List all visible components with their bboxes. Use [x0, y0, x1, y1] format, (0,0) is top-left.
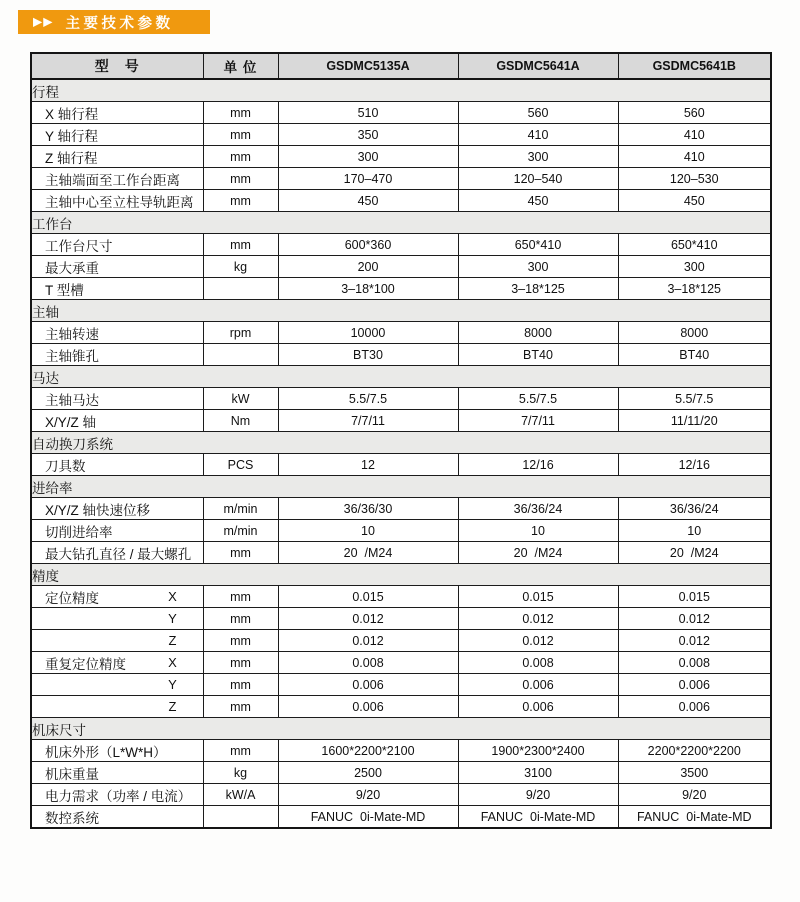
- row-unit: mm: [203, 696, 278, 718]
- row-label: T 型槽: [31, 278, 203, 300]
- section-title-banner: [18, 10, 210, 34]
- row-value: 0.006: [458, 674, 618, 696]
- row-value: 0.012: [278, 630, 458, 652]
- row-label: X 轴行程: [31, 102, 203, 124]
- row-value: 9/20: [278, 784, 458, 806]
- row-unit: kW: [203, 388, 278, 410]
- row-value: 0.015: [278, 586, 458, 608]
- row-value: FANUC 0i-Mate-MD: [458, 806, 618, 829]
- row-unit: rpm: [203, 322, 278, 344]
- row-label: [31, 586, 203, 608]
- table-row: [31, 322, 771, 344]
- row-unit: kg: [203, 762, 278, 784]
- row-value: 300: [278, 146, 458, 168]
- row-unit: mm: [203, 608, 278, 630]
- table-row: [31, 806, 771, 829]
- row-label: X/Y/Z 轴快速位移: [31, 498, 203, 520]
- row-value: 10: [458, 520, 618, 542]
- row-value: 8000: [618, 322, 771, 344]
- row-value: FANUC 0i-Mate-MD: [278, 806, 458, 829]
- row-unit: mm: [203, 740, 278, 762]
- table-row: [31, 278, 771, 300]
- spec-table-body: [31, 79, 771, 828]
- row-value: BT40: [458, 344, 618, 366]
- row-value: 560: [618, 102, 771, 124]
- table-row: [31, 454, 771, 476]
- table-row: [31, 190, 771, 212]
- row-value: 7/7/11: [458, 410, 618, 432]
- row-unit: mm: [203, 652, 278, 674]
- row-label: 切削进给率: [31, 520, 203, 542]
- table-row: [31, 630, 771, 652]
- row-unit: mm: [203, 190, 278, 212]
- row-value: 0.015: [458, 586, 618, 608]
- header-model-label: 型 号: [31, 53, 203, 79]
- row-label: 机床重量: [31, 762, 203, 784]
- row-value: 0.008: [618, 652, 771, 674]
- section-header-row: [31, 79, 771, 102]
- row-value: 2200*2200*2200: [618, 740, 771, 762]
- row-axis-letter: Z: [168, 633, 177, 648]
- row-label: [31, 630, 203, 652]
- row-label-text: 重复定位精度: [45, 656, 126, 672]
- row-value: 9/20: [618, 784, 771, 806]
- table-row: [31, 124, 771, 146]
- row-value: 450: [618, 190, 771, 212]
- header-unit-label: 单 位: [203, 53, 278, 79]
- row-label: 主轴马达: [31, 388, 203, 410]
- row-value: 36/36/24: [458, 498, 618, 520]
- row-value: 450: [458, 190, 618, 212]
- row-value: 3–18*100: [278, 278, 458, 300]
- row-value: 12: [278, 454, 458, 476]
- row-value: 1600*2200*2100: [278, 740, 458, 762]
- section-header-row: [31, 564, 771, 586]
- row-value: 10: [278, 520, 458, 542]
- row-value: 120–530: [618, 168, 771, 190]
- section-title: 精度: [31, 564, 771, 586]
- row-unit: mm: [203, 542, 278, 564]
- row-label: 最大钻孔直径 / 最大螺孔: [31, 542, 203, 564]
- row-label-text: 定位精度: [45, 590, 99, 606]
- row-value: 0.006: [618, 696, 771, 718]
- row-label: Z 轴行程: [31, 146, 203, 168]
- row-value: 7/7/11: [278, 410, 458, 432]
- section-title: 机床尺寸: [31, 718, 771, 740]
- row-unit: [203, 806, 278, 829]
- table-row: [31, 102, 771, 124]
- row-value: 3500: [618, 762, 771, 784]
- table-row: [31, 762, 771, 784]
- row-label: 主轴端面至工作台距离: [31, 168, 203, 190]
- table-row: [31, 256, 771, 278]
- row-unit: Nm: [203, 410, 278, 432]
- row-value: 0.008: [278, 652, 458, 674]
- header-model-gsdmc5641a: GSDMC5641A: [458, 53, 618, 79]
- table-row: [31, 520, 771, 542]
- row-value: 650*410: [618, 234, 771, 256]
- row-value: 1900*2300*2400: [458, 740, 618, 762]
- section-header-row: [31, 366, 771, 388]
- row-value: 560: [458, 102, 618, 124]
- row-value: 20 /M24: [458, 542, 618, 564]
- row-value: 0.012: [458, 608, 618, 630]
- row-value: 3100: [458, 762, 618, 784]
- row-label: X/Y/Z 轴: [31, 410, 203, 432]
- row-unit: mm: [203, 124, 278, 146]
- section-title: 马达: [31, 366, 771, 388]
- row-value: 170–470: [278, 168, 458, 190]
- row-unit: m/min: [203, 498, 278, 520]
- row-unit: [203, 344, 278, 366]
- row-value: 8000: [458, 322, 618, 344]
- table-row: [31, 740, 771, 762]
- row-label: 主轴转速: [31, 322, 203, 344]
- row-value: 20 /M24: [618, 542, 771, 564]
- row-unit: kW/A: [203, 784, 278, 806]
- row-value: 0.006: [618, 674, 771, 696]
- row-label: 最大承重: [31, 256, 203, 278]
- row-label: [31, 696, 203, 718]
- section-title: 进给率: [31, 476, 771, 498]
- row-value: 12/16: [458, 454, 618, 476]
- section-header-row: [31, 212, 771, 234]
- table-row: [31, 586, 771, 608]
- section-title: 工作台: [31, 212, 771, 234]
- row-value: 3–18*125: [458, 278, 618, 300]
- table-row: [31, 146, 771, 168]
- row-value: 0.006: [278, 674, 458, 696]
- section-title: 自动换刀系统: [31, 432, 771, 454]
- row-value: 0.015: [618, 586, 771, 608]
- row-axis-letter: Z: [168, 699, 177, 714]
- row-value: 120–540: [458, 168, 618, 190]
- table-row: [31, 498, 771, 520]
- row-unit: mm: [203, 102, 278, 124]
- row-value: BT30: [278, 344, 458, 366]
- row-value: 350: [278, 124, 458, 146]
- row-value: 300: [458, 146, 618, 168]
- row-value: 36/36/30: [278, 498, 458, 520]
- table-row: [31, 344, 771, 366]
- row-label: Y 轴行程: [31, 124, 203, 146]
- row-label: 机床外形（L*W*H）: [31, 740, 203, 762]
- header-row: [31, 53, 771, 79]
- row-value: 450: [278, 190, 458, 212]
- row-value: 0.012: [618, 630, 771, 652]
- table-row: [31, 542, 771, 564]
- page-title: 主要技术参数: [65, 15, 174, 32]
- section-header-row: [31, 476, 771, 498]
- section-title: 行程: [31, 79, 771, 102]
- row-value: BT40: [618, 344, 771, 366]
- section-header-row: [31, 300, 771, 322]
- row-label: [31, 608, 203, 630]
- row-unit: m/min: [203, 520, 278, 542]
- row-value: FANUC 0i-Mate-MD: [618, 806, 771, 829]
- table-row: [31, 388, 771, 410]
- row-value: 2500: [278, 762, 458, 784]
- table-row: [31, 652, 771, 674]
- row-value: 5.5/7.5: [458, 388, 618, 410]
- row-label: 主轴中心至立柱导轨距离: [31, 190, 203, 212]
- row-unit: mm: [203, 168, 278, 190]
- row-unit: mm: [203, 586, 278, 608]
- row-value: 600*360: [278, 234, 458, 256]
- row-value: 300: [458, 256, 618, 278]
- row-value: 300: [618, 256, 771, 278]
- row-value: 510: [278, 102, 458, 124]
- row-value: 650*410: [458, 234, 618, 256]
- double-arrow-icon: ▶▶: [33, 14, 54, 29]
- row-value: 410: [618, 146, 771, 168]
- table-row: [31, 168, 771, 190]
- spec-table: [30, 52, 772, 829]
- row-value: 410: [458, 124, 618, 146]
- row-unit: [203, 278, 278, 300]
- row-value: 0.012: [278, 608, 458, 630]
- row-value: 10000: [278, 322, 458, 344]
- row-unit: mm: [203, 674, 278, 696]
- row-value: 0.006: [458, 696, 618, 718]
- row-value: 5.5/7.5: [618, 388, 771, 410]
- row-label: [31, 652, 203, 674]
- section-header-row: [31, 432, 771, 454]
- row-value: 10: [618, 520, 771, 542]
- table-row: [31, 608, 771, 630]
- row-label: 主轴锥孔: [31, 344, 203, 366]
- row-value: 0.012: [618, 608, 771, 630]
- row-label: 电力需求（功率 / 电流）: [31, 784, 203, 806]
- row-value: 3–18*125: [618, 278, 771, 300]
- row-unit: PCS: [203, 454, 278, 476]
- row-unit: mm: [203, 630, 278, 652]
- row-unit: mm: [203, 234, 278, 256]
- row-label: 刀具数: [31, 454, 203, 476]
- row-value: 0.012: [458, 630, 618, 652]
- table-row: [31, 696, 771, 718]
- row-value: 5.5/7.5: [278, 388, 458, 410]
- row-axis-letter: X: [168, 589, 177, 604]
- row-value: 0.008: [458, 652, 618, 674]
- row-value: 0.006: [278, 696, 458, 718]
- section-header-row: [31, 718, 771, 740]
- row-value: 12/16: [618, 454, 771, 476]
- row-value: 200: [278, 256, 458, 278]
- section-title: 主轴: [31, 300, 771, 322]
- header-model-gsdmc5641b: GSDMC5641B: [618, 53, 771, 79]
- table-row: [31, 674, 771, 696]
- row-unit: kg: [203, 256, 278, 278]
- row-axis-letter: Y: [168, 677, 177, 692]
- header-model-gsdmc5135a: GSDMC5135A: [278, 53, 458, 79]
- row-label: 工作台尺寸: [31, 234, 203, 256]
- row-unit: mm: [203, 146, 278, 168]
- row-axis-letter: Y: [168, 611, 177, 626]
- row-axis-letter: X: [168, 655, 177, 670]
- table-row: [31, 234, 771, 256]
- row-label: 数控系统: [31, 806, 203, 829]
- row-value: 410: [618, 124, 771, 146]
- row-value: 20 /M24: [278, 542, 458, 564]
- row-value: 11/11/20: [618, 410, 771, 432]
- table-row: [31, 410, 771, 432]
- row-value: 9/20: [458, 784, 618, 806]
- table-row: [31, 784, 771, 806]
- row-value: 36/36/24: [618, 498, 771, 520]
- row-label: [31, 674, 203, 696]
